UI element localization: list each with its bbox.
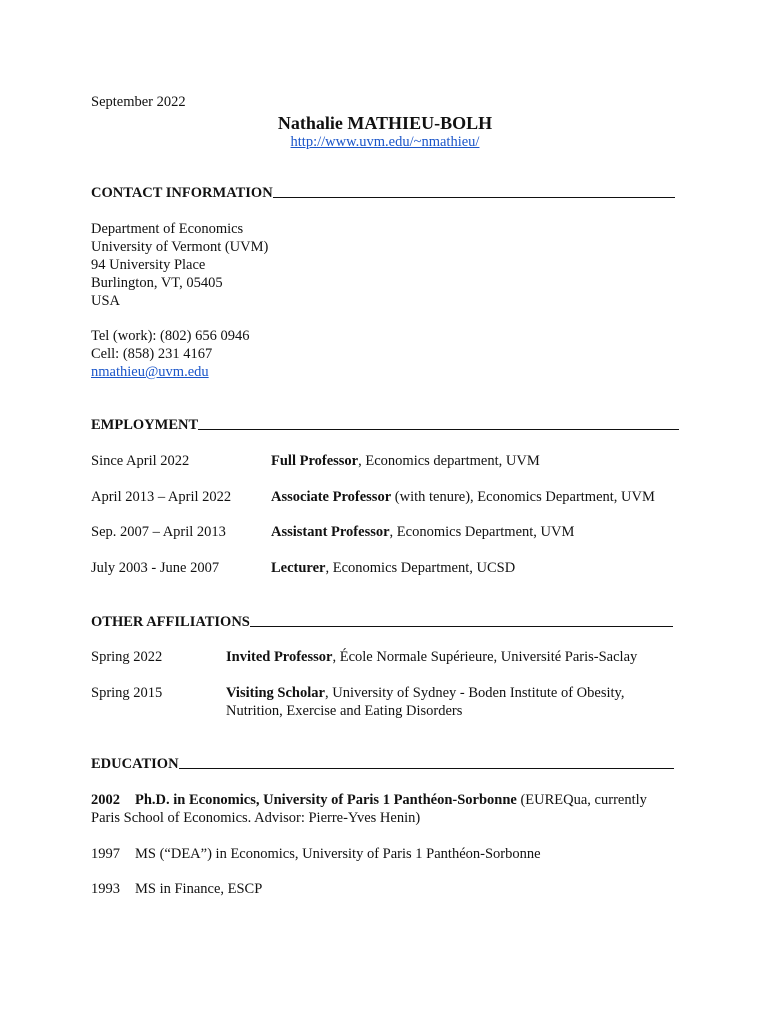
position-title: Invited Professor — [226, 649, 333, 665]
position-title: Lecturer — [271, 560, 326, 576]
position-detail: (with tenure), Economics Department, UVM — [391, 489, 655, 505]
affiliation-position — [226, 684, 624, 702]
section-rule — [250, 625, 673, 627]
section-title: EMPLOYMENT — [91, 417, 199, 433]
section-heading-affiliations — [91, 613, 673, 631]
education-year: 1993 — [91, 881, 120, 897]
affiliation-period: Spring 2022 — [91, 649, 163, 665]
employment-period: Since April 2022 — [91, 453, 190, 469]
section-heading-education — [91, 755, 674, 773]
position-detail: , University of Sydney - Boden Institute of Obesity, — [324, 685, 625, 701]
employment-position — [271, 488, 655, 506]
homepage-link[interactable]: http://www.uvm.edu/~nmathieu/ — [290, 134, 480, 150]
employment-position — [271, 452, 540, 470]
employment-period: Sep. 2007 – April 2013 — [91, 524, 226, 540]
employment-period: July 2003 - June 2007 — [91, 560, 220, 576]
section-rule — [198, 428, 679, 430]
address-line: 94 University Place — [91, 257, 206, 273]
education-entry — [91, 791, 674, 827]
position-detail: , Economics Department, UCSD — [325, 560, 516, 576]
employment-position — [271, 523, 574, 541]
section-rule — [179, 767, 674, 769]
education-entry — [91, 880, 262, 898]
position-detail: , École Normale Supérieure, Université Paris-Saclay — [332, 649, 638, 665]
email-row — [91, 363, 209, 381]
email-link[interactable]: nmathieu@uvm.edu — [91, 364, 209, 380]
position-title: Full Professor — [271, 453, 359, 469]
author-name: Nathalie MATHIEU-BOLH — [277, 113, 493, 133]
position-detail: , Economics Department, UVM — [389, 524, 575, 540]
education-degree: Ph.D. in Economics, University of Paris 1 Panthéon-Sorbonne — [135, 792, 517, 808]
section-rule — [273, 196, 675, 198]
education-detail: (EUREQua, currently Paris School of Economics. Advisor: Pierre-Yves Henin) — [91, 792, 647, 826]
position-title: Assistant Professor — [271, 524, 390, 540]
employment-period: April 2013 – April 2022 — [91, 489, 232, 505]
homepage-row — [0, 134, 770, 151]
phone-cell: Cell: (858) 231 4167 — [91, 346, 213, 362]
education-detail: MS (“DEA”) in Economics, University of Paris 1 Panthéon-Sorbonne — [135, 846, 541, 862]
affiliation-position — [226, 648, 637, 666]
education-entry — [91, 845, 541, 863]
affiliation-period: Spring 2015 — [91, 685, 163, 701]
employment-position — [271, 559, 515, 577]
address-line: Department of Economics — [91, 221, 244, 237]
section-title: OTHER AFFILIATIONS — [91, 614, 250, 630]
position-detail: , Economics department, UVM — [358, 453, 540, 469]
phone-work: Tel (work): (802) 656 0946 — [91, 328, 250, 344]
education-detail: MS in Finance, ESCP — [135, 881, 263, 897]
address-line: Burlington, VT, 05405 — [91, 275, 223, 291]
position-title: Associate Professor — [271, 489, 392, 505]
document-date: September 2022 — [91, 94, 186, 110]
education-year: 1997 — [91, 846, 120, 862]
address-line: University of Vermont (UVM) — [91, 239, 269, 255]
address-line: USA — [91, 293, 121, 309]
section-title: EDUCATION — [91, 756, 179, 772]
position-title: Visiting Scholar — [226, 685, 325, 701]
affiliation-detail-continued: Nutrition, Exercise and Eating Disorders — [226, 703, 463, 719]
education-year: 2002 — [91, 792, 120, 808]
section-title: CONTACT INFORMATION — [91, 185, 273, 201]
section-heading-employment — [91, 416, 679, 434]
section-heading-contact — [91, 184, 675, 202]
